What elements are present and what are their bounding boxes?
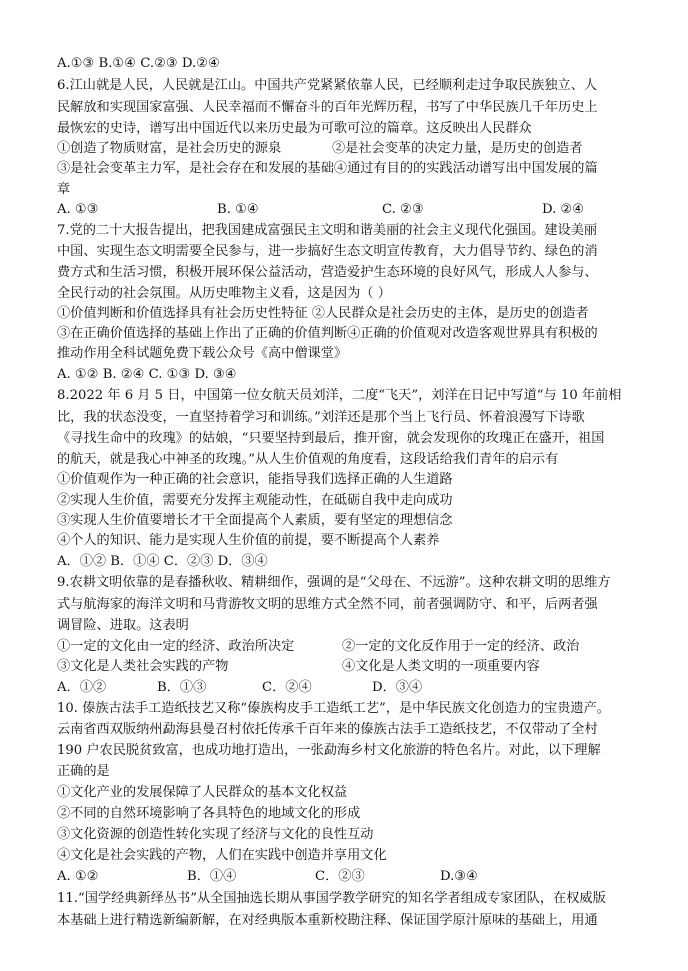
q6-stem-line: 民解放和实现国家富强、人民幸福而不懈奋斗的百年光辉历程，书写了中华民族几千年历史上: [57, 100, 598, 115]
q10-options-row: [57, 867, 632, 886]
q10-statement-2: ②不同的自然环境影响了各具特色的地域文化的形成: [57, 806, 361, 821]
q8-stem-line: 的航天，就是我心中神圣的玫瑰。”从人生价值观的角度看，这段话给我们青年的启示有: [57, 452, 559, 467]
q6-stem-line: 最恢宏的史诗，谱写出中国近代以来历史最为可歌可泣的篇章。这反映出人民群众: [57, 121, 532, 136]
q8-statement-4: ④个人的知识、能力是实现人生价值的前提，要不断提高个人素养: [57, 533, 440, 548]
q8-statement-3: ③实现人生价值要增长才干全面提高个人素质，要有坚定的理想信念: [57, 513, 453, 528]
q7-stem-line: 费方式和生活习惯，积极开展环保公益活动，营造爱护生态环境的良好风气，形成人人参与、: [57, 265, 598, 280]
q6-statements-row: [57, 139, 632, 158]
q10-option-b: B．①④: [187, 869, 237, 884]
q6-statement-3-4: ③是社会变革主力军，是社会存在和发展的基础④通过有目的的实践活动谱写出中国发展的篇: [57, 161, 598, 176]
q8-options: A．①② B．①④ C．②③ D．③④: [57, 554, 268, 569]
q7-options: A. ①② B. ②④ C. ①③ D. ③④: [57, 367, 237, 382]
q9-option-b: B．①③: [157, 680, 207, 695]
q9-option-d: D．③④: [372, 680, 423, 695]
q9-statement-3: ③文化是人类社会实践的产物: [57, 659, 229, 674]
q7-statement-3-4: ③在正确价值选择的基础上作出了正确的价值判断④正确的价值观对改造客观世界具有积极的: [57, 326, 598, 341]
q7-stem-line: 全民行动的社会氛围。从历史唯物主义看，这是因为（ ）: [57, 286, 391, 301]
q10-stem-line: 正确的是: [57, 764, 110, 779]
q10-stem-line: 云南省西双版纳州勐海县曼召村依托传承千百年来的傣族古法手工造纸技艺，不仅带动了全村: [57, 722, 598, 737]
q8-statement-1: ①价值观作为一种正确的社会意识，能指导我们选择正确的人生道路: [57, 472, 453, 487]
q10-statement-1: ①文化产业的发展保障了人民群众的基本文化权益: [57, 785, 348, 800]
q7-statement-4-end: 推动作用全科试题免费下载公众号《高中僧课堂》: [57, 346, 348, 361]
q6-statement-1: ①创造了物质财富，是社会历史的源泉: [57, 141, 282, 156]
q9-option-a: A．①②: [57, 680, 107, 695]
q8-stem-line: 《寻找生命中的玫瑰》的姑娘，“只要坚持到最后，推开窗，就会发现你的玫瑰正在盛开，祖国: [57, 431, 605, 446]
q5-options: A.①③ B.①④ C.②③ D.②④: [57, 56, 220, 71]
q9-stem-line: 9.农耕文明依靠的是春播秋收、精耕细作，强调的是“父母在、不远游”。这种农耕文明的思维方: [57, 575, 611, 590]
q9-options-row: [57, 678, 632, 697]
q9-statement-1: ①一定的文化由一定的经济、政治所决定: [57, 639, 295, 654]
q6-option-d: D. ②④: [542, 202, 585, 217]
q9-statement-4: ④文化是人类文明的一项重要内容: [342, 659, 540, 674]
q9-statements-row: [57, 637, 632, 656]
q8-stem-line: 8.2022 年 6 月 5 日，中国第一位女航天员刘洋，二度“飞天”，刘洋在日记中写道“与 10 年前相: [57, 388, 622, 403]
q7-stem-line: 中国、实现生态文明需要全民参与，进一步搞好生态文明宣传教育，大力倡导节约、绿色的消: [57, 244, 598, 259]
q10-statement-3: ③文化资源的创造性转化实现了经济与文化的良性互动: [57, 827, 374, 842]
q7-stem-line: 7.党的二十大报告提出，把我国建成富强民主文明和谐美丽的社会主义现代化强国。建设美丽: [57, 223, 598, 238]
q6-statement-2: ②是社会变革的决定力量，是历史的创造者: [332, 141, 583, 156]
q6-option-c: C. ②③: [382, 202, 424, 217]
q10-stem-line: 190 户农民脱贫致富，也成功地打造出，一张勐海乡村文化旅游的特色名片。对此，以下理解: [57, 743, 601, 758]
q6-option-a: A. ①③: [57, 202, 99, 217]
q9-statement-2: ②一定的文化反作用于一定的经济、政治: [342, 639, 580, 654]
q6-statement-4-end: 章: [57, 182, 71, 197]
q9-statements-row: [57, 657, 632, 676]
q10-option-c: C．②③: [315, 869, 365, 884]
q10-stem-line: 10. 傣族古法手工造纸技艺又称“傣族构皮手工造纸工艺”，是中华民族文化创造力的宝贵遗产。: [57, 701, 610, 716]
q10-statement-4: ④文化是社会实践的产物，人们在实践中创造并享用文化: [57, 848, 387, 863]
q9-stem-line: 调冒险、进取。这表明: [57, 618, 189, 633]
q10-option-a: A. ①②: [57, 869, 99, 884]
q7-statement-1-2: ①价值判断和价值选择具有社会历史性特征 ②人民群众是社会历史的主体，是历史的创造者: [57, 306, 589, 321]
q6-options-row: [57, 200, 632, 219]
q10-option-d: D.③④: [440, 869, 478, 884]
q11-stem-line: 本基础上进行精选新编新解，在对经典版本重新校勘注释、保证国学原汁原味的基础上，用通: [57, 913, 598, 928]
q9-option-c: C．②④: [262, 680, 312, 695]
q11-stem-line: 11.“国学经典新绎丛书”从全国抽选长期从事国学教学研究的知名学者组成专家团队，在权威版: [57, 891, 606, 906]
q6-option-b: B. ①④: [217, 202, 259, 217]
q6-stem-line: 6.江山就是人民，人民就是江山。中国共产党紧紧依靠人民，已经顺利走过争取民族独立、人: [57, 78, 598, 93]
q8-stem-line: 比，我的状态没变，一直坚持着学习和训练。”刘洋还是那个当上飞行员、怀着浪漫写下诗歌: [57, 410, 585, 425]
q8-statement-2: ②实现人生价值，需要充分发挥主观能动性，在砥砺自我中走向成功: [57, 493, 453, 508]
q9-stem-line: 式与航海家的海洋文明和马背游牧文明的思维方式全然不同，前者强调防守、和平，后两者强: [57, 597, 598, 612]
